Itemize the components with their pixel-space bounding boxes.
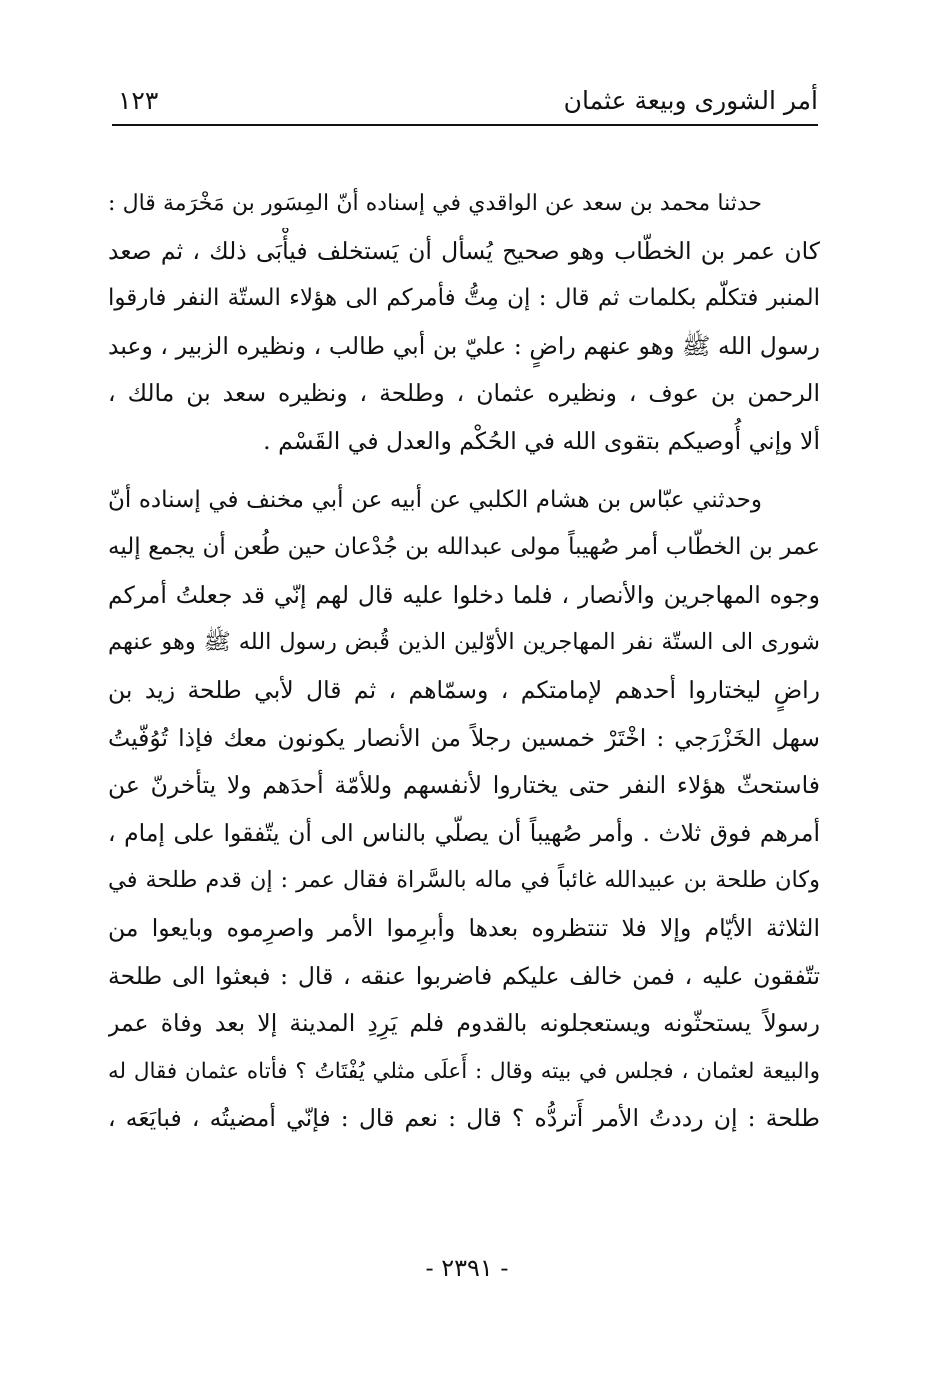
text-line: الرحمن بن عوف ، ونظيره عثمان ، وطلحة ، ونظيره سعد بن مالك ، (108, 379, 820, 408)
page-header (112, 78, 818, 124)
text-line: فاستحثّ هؤلاء النفر حتى يختاروا لأنفسهم وللأمّة أحدَهم ولا يتأخرنّ عن (108, 771, 820, 800)
paragraph-gap (108, 466, 820, 477)
text-line: رسولاً يستحثّونه ويستعجلونه بالقدوم فلم يَرِدِ المدينة إلا بعد وفاة عمر (108, 1009, 820, 1038)
text-line: حدثنا محمد بن سعد عن الواقدي في إسناده أنّ المِسَور بن مَخْرَمة قال : (108, 191, 762, 216)
text-line: المنبر فتكلّم بكلمات ثم قال : إن مِتُّ فأمركم الى هؤلاء الستّة النفر فارقوا (108, 285, 820, 312)
text-line: راضٍ ليختاروا أحدهم لإمامتكم ، وسمّاهم ، ثم قال لأبي طلحة زيد بن (108, 675, 820, 704)
text-line: طلحة : إن رددتُ الأمر أَتردُّه ؟ قال : نعم قال : فإنّي أمضيتُه ، فبايَعَه ، (108, 1104, 820, 1133)
text-line: ألا وإني أُوصيكم بتقوى الله في الحُكْم والعدل في القَسْم . (263, 426, 820, 455)
text-line: كان عمر بن الخطّاب وهو صحيح يُسأل أن يَستخلف فيأْبَى ذلك ، ثم صعد (108, 236, 820, 265)
header-rule (112, 124, 818, 126)
text-line: عمر بن الخطّاب أمر صُهيباً مولى عبدالله بن جُدْعان حين طُعن أن يجمع إليه (108, 534, 820, 561)
footer-page-number: - ٢٣٩١ - (425, 1254, 509, 1282)
text-line: وكان طلحة بن عبيدالله غائباً في ماله بالسَّراة فقال عمر : إن قدم طلحة في (108, 867, 820, 894)
text-line: الثلاثة الأيّام وإلا فلا تنتظروه بعدها وأبرِموا الأمر واصرِموه وبايعوا من (108, 913, 820, 942)
text-line: وجوه المهاجرين والأنصار ، فلما دخلوا عليه قال لهم إنّي قد جعلتُ أمركم (108, 580, 820, 609)
text-line: رسول الله ﷺ وهو عنهم راضٍ : عليّ بن أبي طالب ، ونظيره الزبير ، وعبد (108, 331, 820, 360)
running-title: أمر الشورى وبيعة عثمان (563, 86, 818, 115)
text-line: والبيعة لعثمان ، فجلس في بيته وقال : أَعلَى مثلي يُفْتَاتُ ؟ فأتاه عثمان فقال له (108, 1058, 820, 1084)
text-line: شورى الى الستّة نفر المهاجرين الأوّلين الذين قُبض رسول الله ﷺ وهو عنهم (108, 629, 820, 656)
text-line: تتّفقون عليه ، فمن خالف عليكم فاضربوا عنقه ، قال : فبعثوا الى طلحة (108, 961, 820, 990)
text-line: وحدثني عبّاس بن هشام الكلبي عن أبيه عن أبي مخنف في إسناده أنّ (108, 486, 762, 513)
header-page-number: ١٢٣ (118, 86, 159, 115)
text-line: أمرهم فوق ثلاث . وأمر صُهيباً أن يصلّي بالناس الى أن يتّفقوا على إمام ، (108, 818, 820, 847)
body-text (108, 180, 820, 1143)
text-line: سهل الخَزْرَجي : اخْتَرْ خمسين رجلاً من الأنصار يكونون معك فإذا تُوُفّيتُ (108, 723, 820, 752)
